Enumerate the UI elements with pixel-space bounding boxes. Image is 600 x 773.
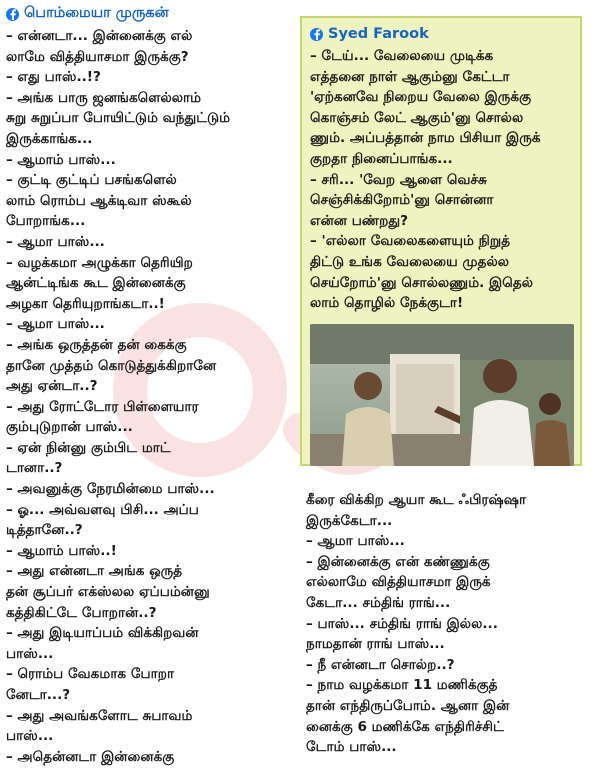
left-para-18: – அது அவங்களோட சுபாவம் பாஸ்... xyxy=(6,707,193,745)
right-para-3: – 'எல்லா வேலைகளையும் நிறுத் திட்டு உங்க வேலையை முதல்ல செய்றோம்'னு சொல்லணும். இதெல் லாம் தொழில் நேக்குடா! xyxy=(310,233,534,312)
cont-para-6: – நாம வழக்கமா 11 மணிக்குத் தான் எந்திருப்போம். ஆனா இன் னைக்கு 6 மணிக்கே எந்திரிச்சிட் டோம் பாஸ்... xyxy=(306,677,510,756)
right-author-name: Syed Farook xyxy=(328,26,429,42)
right-para-1: – டேய்... வேலையை முடிக்க எத்தனை நாள் ஆகும்னு கேட்டா 'ஏற்கனவே நிறைய வேலை இருக்கு கொஞ்சம் லேட் ஆகும்'னு சொல்ல ணும். அப்பத்தான் நாம பிசியா இருக் குறதா நினைப்பாங்க... xyxy=(310,48,541,167)
cont-para-1: கீரை விக்கிற ஆயா கூட ஃபிரஷ்ஷா இருக்கேடா... xyxy=(306,492,527,529)
right-para-2: – சரி... 'வேற ஆளை வெச்சு செஞ்சிக்கிறோம்'னு சொன்னா என்ன பண்றது? xyxy=(310,171,494,229)
film-still-photo xyxy=(310,324,574,466)
right-continuation-column xyxy=(306,490,586,758)
facebook-icon xyxy=(310,28,323,41)
left-author xyxy=(6,4,288,24)
right-author xyxy=(310,24,572,44)
left-para-3: – அங்க பாரு ஜனங்களெல்லாம் சுறு சுறுப்பா போயிட்டும் வந்துட்டும் இருக்காங்க... xyxy=(6,89,231,147)
left-para-13: – ஓ... அவ்வளவு பிசி... அப்ப டித்தானே..? xyxy=(6,501,199,539)
left-para-17: – ரொம்ப வேகமாக போறா னேடா...? xyxy=(6,666,175,703)
left-para-5: – குட்டி குட்டிப் பசங்களெல் லாம் ரொம்ப ஆக்டிவா ஸ்கூல் போறாங்க... xyxy=(6,172,192,230)
left-para-12: – அவனுக்கு நேரமின்மை பாஸ்... xyxy=(6,481,215,498)
cont-para-5: – நீ என்னடா சொல்ற..? xyxy=(306,656,455,673)
left-para-7: – வழக்கமா அழுக்கா தெரியிற ஆன்ட்டிங்க கூட இன்னைக்கு அழகா தெரியுறாங்கடா..! xyxy=(6,254,193,312)
left-para-2: – எது பாஸ்..!? xyxy=(6,69,101,86)
left-column xyxy=(6,4,288,767)
highlight-box xyxy=(300,16,582,466)
left-para-9: – அங்க ஒருத்தன் தன் கைக்கு தானே முத்தம் கொடுத்துக்கிறானே அது ஏன்டா..? xyxy=(6,336,217,395)
left-para-15: – அது என்னடா அங்க ஒருத் தன் சூப்பர் எக்ஸ்லல ஏப்பம்ன்னு கத்திகிட்டே போறான்..? xyxy=(6,563,210,621)
cont-para-3: – இன்னைக்கு என் கண்ணுக்கு எல்லாமே வித்தியாசமா இருக் கேடா... சம்திங் ராங்... xyxy=(306,553,491,611)
left-para-8: – ஆமா பாஸ்... xyxy=(6,316,105,333)
left-para-14: – ஆமாம் பாஸ்..! xyxy=(6,542,117,559)
left-para-11: – ஏன் நின்னு கும்பிட மாட் டானா..? xyxy=(6,439,171,477)
facebook-icon xyxy=(6,8,19,21)
left-para-6: – ஆமா பாஸ்... xyxy=(6,233,105,250)
cont-para-4: – பாஸ்... சம்திங் ராங் இல்ல... நாமதான் ராங் பாஸ்... xyxy=(306,615,498,653)
left-para-1: – என்னடா... இன்னைக்கு எல் லாமே வித்தியாசமா இருக்கு? xyxy=(6,28,193,65)
left-para-16: – அது இடியாப்பம் விக்கிறவன் பாஸ்... xyxy=(6,625,199,662)
cont-para-2: – ஆமா பாஸ்... xyxy=(306,533,405,550)
left-para-19: – அதென்னடா இன்னைக்கு xyxy=(6,748,175,765)
left-author-name: பொம்மையா முருகன் xyxy=(24,5,169,21)
left-para-10: – அது ரோட்டோர பிள்ளையார கும்புடுறான் பாஸ்... xyxy=(6,398,199,436)
left-para-4: – ஆமாம் பாஸ்... xyxy=(6,151,116,168)
